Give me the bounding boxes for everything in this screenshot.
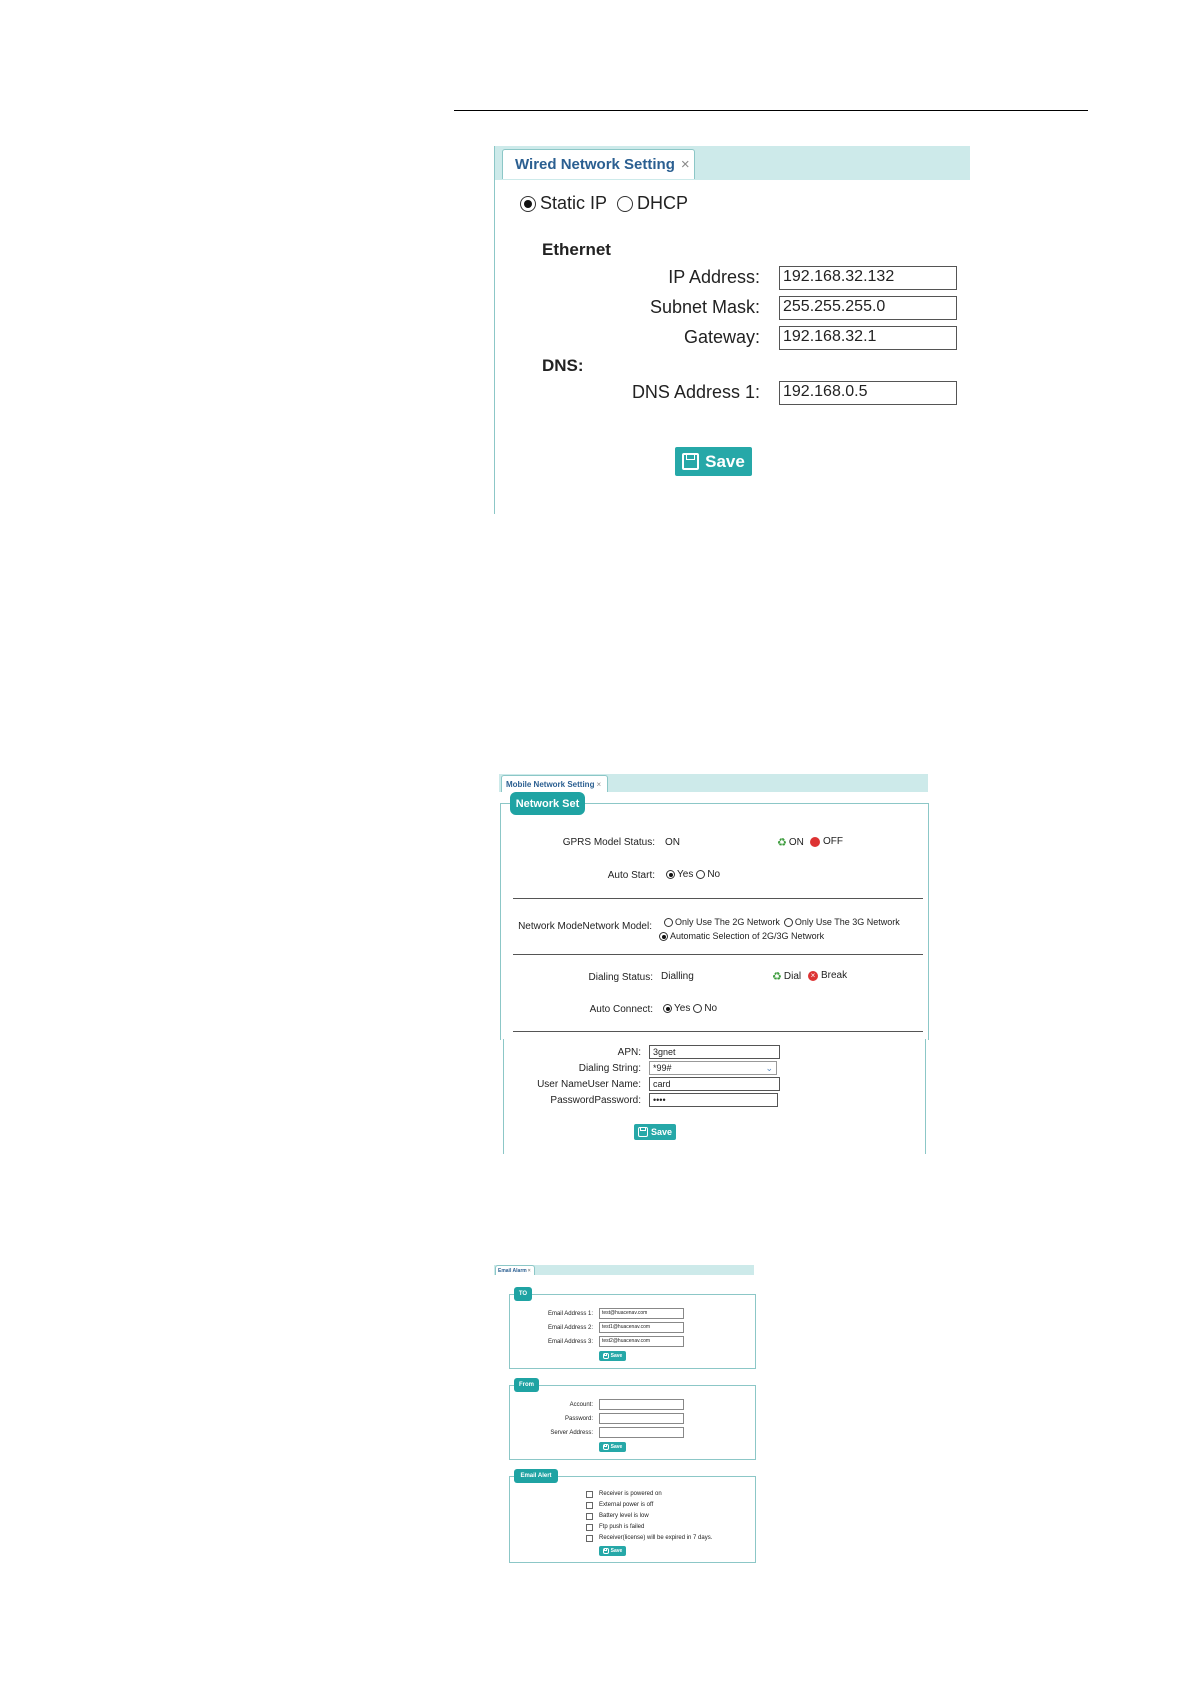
auto-start-no-radio[interactable]: [696, 870, 705, 879]
recycle-icon: ♻: [777, 837, 787, 849]
alert-checkbox[interactable]: [586, 1535, 593, 1542]
dial-control[interactable]: ♻ Dial: [772, 971, 802, 983]
ip-address-field[interactable]: 192.168.32.132: [779, 266, 957, 290]
password-field[interactable]: [599, 1413, 684, 1424]
tab-wired-network-setting[interactable]: [502, 149, 695, 179]
save-label: Save: [650, 1127, 673, 1137]
save-label: Save: [610, 1353, 623, 1359]
account-label: Account:: [569, 1402, 593, 1408]
mobile-save-button[interactable]: [634, 1124, 676, 1140]
to-save-button[interactable]: [599, 1351, 626, 1361]
mode-2g-label: Only Use The 2G Network: [675, 917, 780, 927]
save-disk-icon: [682, 453, 699, 470]
save-disk-icon: [603, 1548, 609, 1554]
alert-checkbox[interactable]: [586, 1502, 593, 1509]
dialing-status-label: Dialing Status:: [588, 972, 653, 983]
power-off-icon: [810, 837, 820, 847]
network-set-panel-right-border: [925, 1039, 926, 1154]
gprs-on-control[interactable]: ♻ ON: [777, 837, 804, 849]
dns-address-1-field[interactable]: 192.168.0.5: [779, 381, 957, 405]
network-set-title: Network Set: [510, 792, 585, 815]
auto-connect-yes-radio[interactable]: [663, 1004, 672, 1013]
divider: [513, 898, 923, 899]
auto-start-yes-radio[interactable]: [666, 870, 675, 879]
dns-address-1-label: DNS Address 1:: [631, 382, 760, 402]
auto-connect-no-radio[interactable]: [693, 1004, 702, 1013]
no-label: No: [707, 869, 721, 880]
close-circle-icon: ×: [808, 971, 818, 981]
dialing-string-label: Dialing String:: [578, 1063, 641, 1074]
server-address-label: Server Address:: [550, 1430, 593, 1436]
dialing-status-value: Dialling: [661, 971, 694, 982]
auto-start-label: Auto Start:: [607, 870, 655, 881]
dialing-string-select[interactable]: [649, 1061, 777, 1075]
auto-connect-options: [663, 1003, 717, 1014]
alert-save-button[interactable]: [599, 1546, 626, 1556]
tab-close-icon[interactable]: ×: [680, 156, 690, 173]
save-disk-icon: [638, 1127, 648, 1137]
mode-auto-label: Automatic Selection of 2G/3G Network: [670, 931, 825, 941]
mode-2g-radio[interactable]: [664, 918, 673, 927]
network-mode-options: [664, 915, 900, 943]
yes-label: Yes: [674, 1003, 691, 1014]
from-save-button[interactable]: [599, 1442, 626, 1452]
dhcp-label: DHCP: [637, 193, 689, 213]
save-label: Save: [610, 1444, 623, 1450]
save-disk-icon: [603, 1353, 609, 1359]
alert-checkbox[interactable]: [586, 1513, 593, 1520]
wired-save-button[interactable]: [675, 447, 752, 476]
gateway-field[interactable]: 192.168.32.1: [779, 326, 957, 350]
gprs-status-value: ON: [665, 837, 680, 848]
server-address-field[interactable]: [599, 1427, 684, 1438]
ip-address-label: IP Address:: [668, 267, 760, 287]
tab-title: Mobile Network Setting: [506, 779, 595, 789]
to-title: TO: [514, 1287, 532, 1301]
static-ip-radio[interactable]: [520, 196, 536, 212]
chevron-down-icon: ⌄: [765, 1063, 773, 1073]
auto-start-options: [666, 869, 720, 880]
subnet-mask-label: Subnet Mask:: [649, 297, 760, 317]
username-label: User NameUser Name:: [537, 1079, 641, 1090]
alert-label: Ftp push is failed: [599, 1524, 645, 1530]
tab-email-alarm[interactable]: [495, 1265, 535, 1275]
tab-close-icon[interactable]: ×: [527, 1267, 531, 1274]
dns-heading: DNS:: [542, 356, 584, 375]
username-field[interactable]: card: [649, 1077, 780, 1091]
tab-close-icon[interactable]: ×: [596, 779, 602, 789]
yes-label: Yes: [677, 869, 694, 880]
network-set-panel-lower-border: [503, 1039, 504, 1154]
dhcp-radio[interactable]: [617, 196, 633, 212]
mode-3g-label: Only Use The 3G Network: [794, 917, 900, 927]
alert-checkbox[interactable]: [586, 1491, 593, 1498]
alert-label: External power is off: [599, 1502, 654, 1508]
tab-mobile-network-setting[interactable]: [501, 775, 608, 792]
break-control[interactable]: × Break: [808, 970, 847, 981]
alert-label: Receiver(license) will be expired in 7 days.: [599, 1535, 713, 1541]
email-address-1-label: Email Address 1:: [547, 1311, 593, 1317]
email-alert-panel: [509, 1476, 756, 1563]
subnet-mask-field[interactable]: 255.255.255.0: [779, 296, 957, 320]
apn-field[interactable]: 3gnet: [649, 1045, 780, 1059]
email-address-2-label: Email Address 2:: [547, 1325, 593, 1331]
save-label: Save: [610, 1548, 623, 1554]
from-title: From: [514, 1378, 539, 1392]
password-field[interactable]: ••••: [649, 1093, 778, 1107]
no-label: No: [704, 1003, 718, 1014]
tab-title: Email Alarm: [498, 1267, 527, 1274]
wired-panel-left-border: [494, 146, 495, 514]
email-address-1-field[interactable]: test@huacenav.com: [599, 1308, 684, 1319]
ethernet-heading: Ethernet: [542, 240, 611, 259]
password-label: Password:: [564, 1416, 593, 1422]
email-address-3-label: Email Address 3:: [547, 1339, 593, 1345]
network-mode-label: Network ModeNetwork Model:: [518, 921, 652, 932]
divider: [513, 1031, 923, 1032]
email-alert-title: Email Alert: [514, 1469, 558, 1483]
alert-label: Battery level is low: [599, 1513, 649, 1519]
save-label: Save: [705, 451, 745, 471]
recycle-icon: ♻: [772, 971, 782, 983]
auto-connect-label: Auto Connect:: [589, 1004, 653, 1015]
dialing-string-value: *99#: [653, 1063, 672, 1073]
gateway-label: Gateway:: [683, 327, 760, 347]
gprs-status-label: GPRS Model Status:: [562, 837, 655, 848]
tab-title: Wired Network Setting: [515, 156, 675, 173]
account-field[interactable]: [599, 1399, 684, 1410]
mode-3g-radio[interactable]: [784, 918, 793, 927]
save-disk-icon: [603, 1444, 609, 1450]
email-address-3-field[interactable]: test2@huacenav.com: [599, 1336, 684, 1347]
static-ip-label: Static IP: [540, 193, 608, 213]
mode-auto-radio[interactable]: [659, 932, 668, 941]
email-address-2-field[interactable]: test1@huacenav.com: [599, 1322, 684, 1333]
ip-mode-group: [520, 193, 688, 214]
apn-label: APN:: [617, 1047, 641, 1058]
alert-label: Receiver is powered on: [599, 1491, 662, 1497]
divider: [513, 954, 923, 955]
gprs-off-control[interactable]: OFF: [810, 836, 843, 847]
password-label: PasswordPassword:: [550, 1095, 641, 1106]
page-header-rule: [454, 110, 1088, 111]
alert-checkbox[interactable]: [586, 1524, 593, 1531]
